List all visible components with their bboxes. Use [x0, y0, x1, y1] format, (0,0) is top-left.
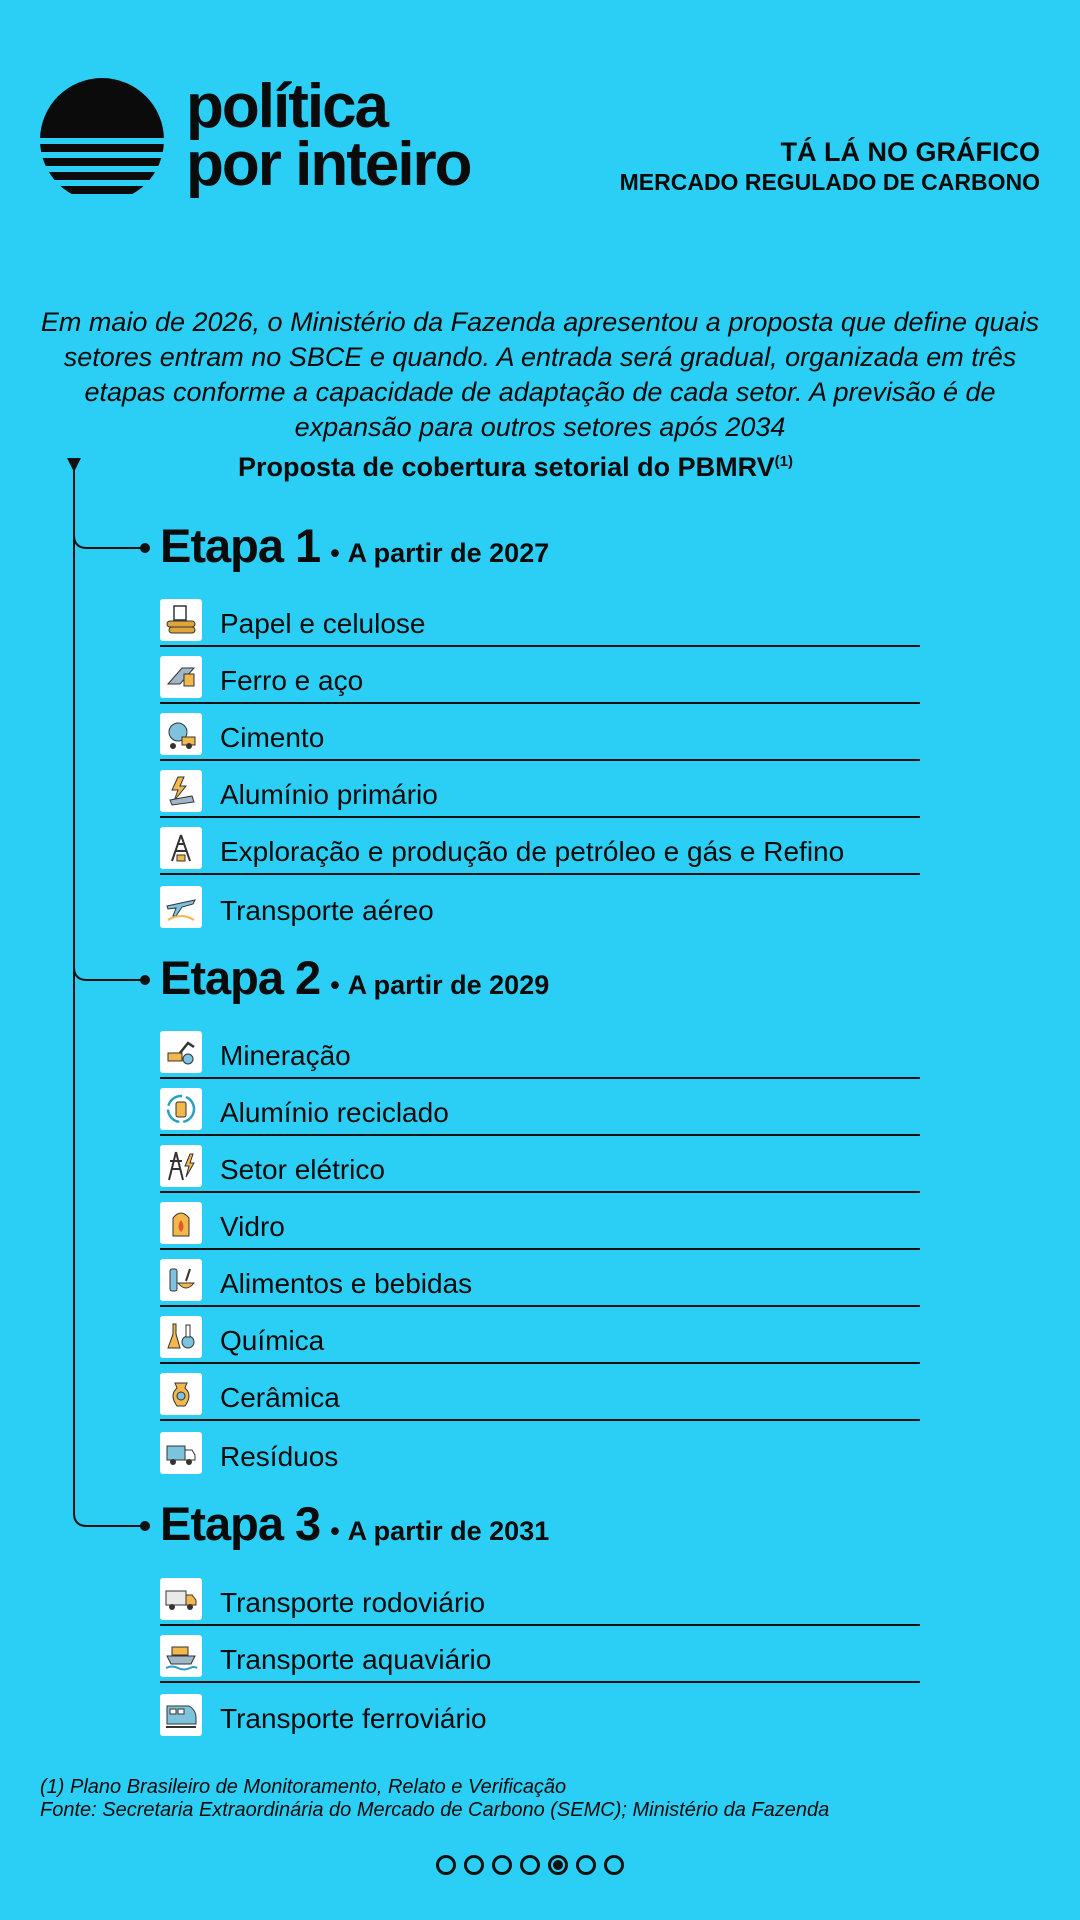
stage-2-name: Etapa 2	[160, 951, 321, 1004]
stage-3-heading	[160, 1496, 549, 1556]
power-tower-icon	[160, 1145, 202, 1187]
mining-excavator-icon	[160, 1031, 202, 1073]
branch-stage-2	[74, 967, 145, 980]
sector-label: Alumínio primário	[220, 779, 438, 810]
steel-beam-icon	[160, 656, 202, 698]
list-item	[160, 1022, 920, 1079]
brand-wordmark	[186, 72, 471, 199]
sector-label: Resíduos	[220, 1441, 339, 1472]
list-item	[160, 1626, 920, 1683]
page-dot-6[interactable]	[576, 1855, 596, 1875]
sector-label: Setor elétrico	[220, 1154, 385, 1185]
brand-line-1: política	[186, 72, 388, 141]
aluminium-bolt-icon	[160, 770, 202, 812]
chart-title-text: Proposta de cobertura setorial do PBMRV	[238, 452, 775, 482]
list-item	[160, 1307, 920, 1364]
timeline-arrow-icon	[67, 458, 81, 472]
sector-label: Papel e celulose	[220, 608, 426, 639]
paper-logs-icon	[160, 599, 202, 641]
chemistry-flask-icon	[160, 1316, 202, 1358]
oil-pump-icon	[160, 827, 202, 869]
branch-stage-3-dot	[140, 1521, 150, 1531]
stage-1-name: Etapa 1	[160, 519, 321, 572]
stage-2-heading	[160, 950, 549, 1010]
food-drink-icon	[160, 1259, 202, 1301]
sector-label: Transporte rodoviário	[220, 1587, 486, 1618]
list-item	[160, 875, 920, 932]
sector-label: Vidro	[220, 1211, 285, 1242]
ceramic-vase-icon	[160, 1373, 202, 1415]
list-item	[160, 1421, 920, 1478]
stage-1-list	[160, 590, 920, 932]
recycle-can-icon	[160, 1088, 202, 1130]
branch-stage-3	[74, 1513, 145, 1526]
sector-label: Alimentos e bebidas	[220, 1268, 473, 1299]
sector-label: Alumínio reciclado	[220, 1097, 449, 1128]
kicker-line-1: TÁ LÁ NO GRÁFICO	[780, 137, 1040, 167]
list-item	[160, 1683, 920, 1740]
intro-paragraph: Em maio de 2026, o Ministério da Fazenda apresentou a proposta que define quais setores entram no SBCE e quando. A entrada será gradual, organizada em três etapas conforme a capacidade de adaptação de cada setor. A previsão é de expansão para outros setores após 2034	[40, 307, 1040, 442]
chart-title-note: (1)	[774, 453, 793, 470]
sector-label: Cimento	[220, 722, 325, 753]
stage-1-heading	[160, 518, 549, 578]
page-dot-7[interactable]	[604, 1855, 624, 1875]
train-icon	[160, 1694, 202, 1736]
glass-furnace-icon	[160, 1202, 202, 1244]
list-item	[160, 1193, 920, 1250]
sector-label: Química	[220, 1325, 325, 1356]
list-item	[160, 1250, 920, 1307]
page-dot-1[interactable]	[436, 1855, 456, 1875]
branch-stage-1	[74, 535, 145, 548]
list-item	[160, 704, 920, 761]
page-dot-2[interactable]	[464, 1855, 484, 1875]
sector-label: Transporte aquaviário	[220, 1644, 492, 1675]
section-kicker	[620, 136, 1040, 196]
sector-label: Transporte ferroviário	[220, 1703, 487, 1734]
stage-2-from: • A partir de 2029	[330, 970, 549, 1001]
sector-label: Transporte aéreo	[220, 895, 434, 926]
sector-label: Ferro e aço	[220, 665, 364, 696]
branch-stage-1-dot	[140, 543, 150, 553]
stage-2-list	[160, 1022, 920, 1478]
list-item	[160, 590, 920, 647]
list-item	[160, 1569, 920, 1626]
sector-label: Cerâmica	[220, 1382, 340, 1413]
list-item	[160, 647, 920, 704]
airplane-icon	[160, 886, 202, 928]
page-dot-5[interactable]	[548, 1855, 568, 1875]
source-note: Fonte: Secretaria Extraordinária do Mercado de Carbono (SEMC); Ministério da Fazenda	[40, 1799, 830, 1821]
sector-label: Exploração e produção de petróleo e gás e Refino	[220, 836, 845, 867]
footnote: (1) Plano Brasileiro de Monitoramento, Relato e Verificação	[40, 1776, 567, 1798]
garbage-truck-icon	[160, 1432, 202, 1474]
brand-line-2: por inteiro	[186, 130, 471, 199]
stage-3-from: • A partir de 2031	[330, 1516, 549, 1547]
truck-icon	[160, 1578, 202, 1620]
list-item	[160, 1136, 920, 1193]
list-item	[160, 761, 920, 818]
chart-title	[238, 452, 793, 483]
page-dot-4[interactable]	[520, 1855, 540, 1875]
list-item	[160, 1364, 920, 1421]
sun-logo-icon	[40, 78, 164, 202]
stage-1-from: • A partir de 2027	[330, 538, 549, 569]
footer-notes	[40, 1776, 829, 1822]
list-item	[160, 1079, 920, 1136]
pagination-dots	[436, 1855, 624, 1875]
page-dot-3[interactable]	[492, 1855, 512, 1875]
kicker-line-2: MERCADO REGULADO DE CARBONO	[619, 169, 1040, 195]
stage-3-name: Etapa 3	[160, 1497, 321, 1550]
ship-icon	[160, 1635, 202, 1677]
stage-3-list	[160, 1569, 920, 1740]
list-item	[160, 818, 920, 875]
cement-mixer-icon	[160, 713, 202, 755]
sector-label: Mineração	[220, 1040, 351, 1071]
branch-stage-2-dot	[140, 975, 150, 985]
